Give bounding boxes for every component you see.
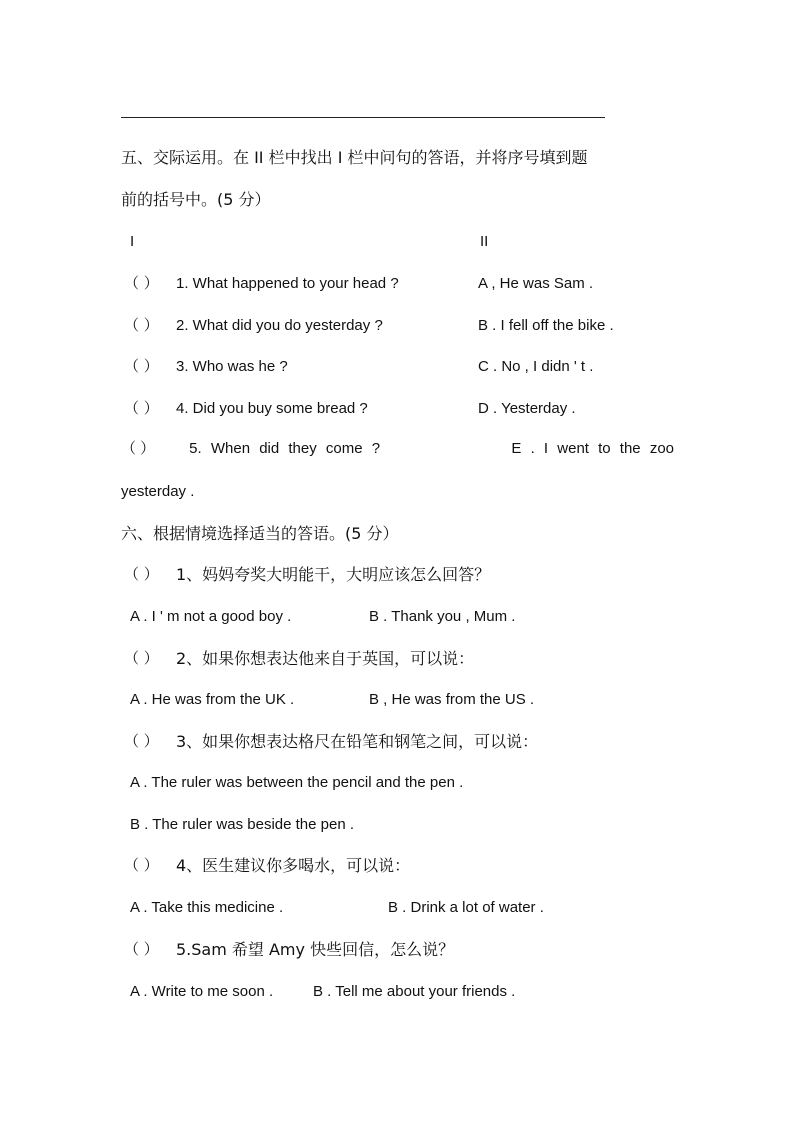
situation-prompt: 1、妈妈夸奖大明能干，大明应该怎么回答？: [176, 565, 491, 584]
choice-a: A . I ' m not a good boy .: [130, 608, 292, 625]
answer-blank[interactable]: （ ）: [124, 565, 159, 583]
answer-option-wrap: yesterday .: [121, 483, 195, 500]
answer-blank[interactable]: （ ）: [124, 357, 159, 375]
choice-b: B . The ruler was beside the pen .: [130, 816, 355, 833]
question-5-row: [121, 441, 674, 456]
choice-a: A . Take this medicine .: [130, 899, 284, 916]
situation-prompt: 2、如果你想表达他来自于英国，可以说：: [176, 649, 475, 668]
column-header-ii: II: [480, 233, 489, 250]
question-text: 1. What happened to your head ?: [176, 275, 399, 292]
answer-option: C . No , I didn ' t .: [478, 358, 594, 375]
answer-option: A , He was Sam .: [478, 275, 594, 292]
question-text: 2. What did you do yesterday ?: [176, 317, 383, 334]
choice-a: A . He was from the UK .: [130, 691, 295, 708]
answer-blank[interactable]: （ ）: [124, 316, 159, 334]
answer-blank[interactable]: （ ）: [124, 732, 159, 750]
answer-blank[interactable]: （ ）: [121, 440, 156, 457]
choice-a: A . The ruler was between the pencil and the pen .: [130, 774, 464, 791]
question-text: 3. Who was he ?: [176, 358, 288, 375]
choice-b: B . Drink a lot of water .: [388, 899, 544, 916]
answer-option: E . I went to the zoo: [511, 440, 674, 457]
question-text: 5. When did they come ?: [189, 440, 381, 457]
question-text: 4. Did you buy some bread ?: [176, 400, 368, 417]
answer-blank[interactable]: （ ）: [124, 399, 159, 417]
choice-b: B . Thank you , Mum .: [369, 608, 516, 625]
section5-title-line1: 五、交际运用。在 II 栏中找出 I 栏中问句的答语，并将序号填到题: [121, 148, 588, 167]
situation-prompt: 4、医生建议你多喝水，可以说：: [176, 856, 411, 875]
choice-b: B . Tell me about your friends .: [313, 983, 516, 1000]
answer-blank[interactable]: （ ）: [124, 940, 159, 958]
answer-blank[interactable]: （ ）: [124, 856, 159, 874]
answer-option: B . I fell off the bike .: [478, 317, 614, 334]
column-header-i: I: [130, 233, 135, 250]
top-answer-line: [121, 117, 605, 118]
section6-title: 六、根据情境选择适当的答语。(5 分）: [121, 524, 399, 543]
section5-title-line2: 前的括号中。(5 分）: [121, 190, 271, 209]
situation-prompt: 5.Sam 希望 Amy 快些回信，怎么说？: [176, 940, 455, 959]
answer-option: D . Yesterday .: [478, 400, 576, 417]
choice-a: A . Write to me soon .: [130, 983, 274, 1000]
choice-b: B , He was from the US .: [369, 691, 535, 708]
answer-blank[interactable]: （ ）: [124, 274, 159, 292]
situation-prompt: 3、如果你想表达格尺在铅笔和钢笔之间，可以说：: [176, 732, 539, 751]
answer-blank[interactable]: （ ）: [124, 649, 159, 667]
